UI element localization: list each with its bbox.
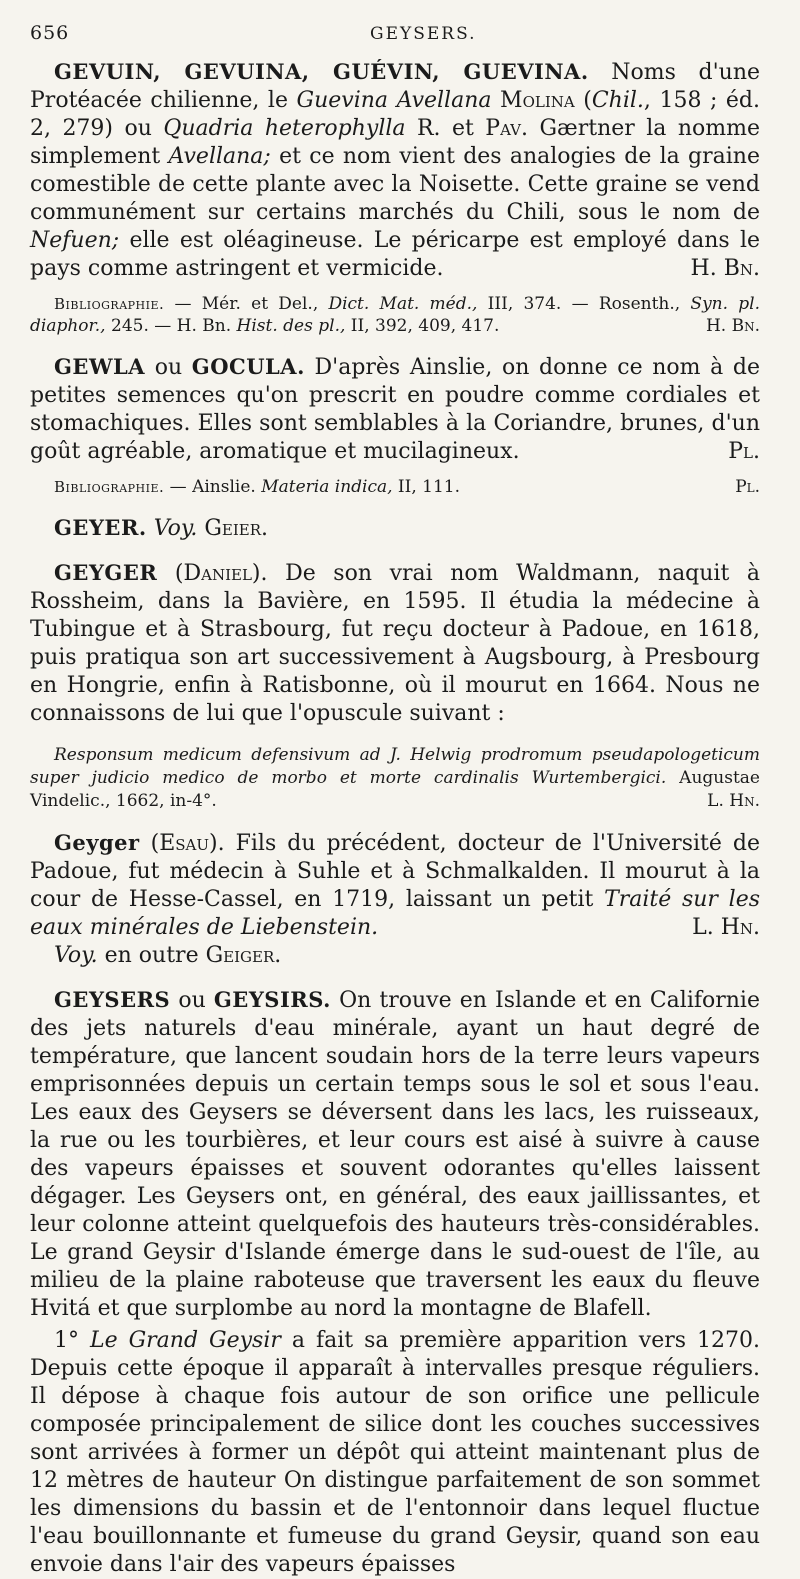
list-number: 1°	[54, 1328, 79, 1353]
see-reference-label: Voy.	[153, 516, 198, 541]
entry-text: Gærtner la nomme simplement	[30, 116, 760, 169]
bibliography-text: II, 392, 409, 417.	[345, 316, 500, 336]
section-title: Le Grand Geysir	[79, 1328, 281, 1353]
cross-reference: Geier.	[204, 516, 269, 541]
headword: GEYSERS	[54, 987, 171, 1012]
bibliography-label: Bibliographie.	[54, 478, 165, 496]
headword: GEYER.	[54, 515, 147, 540]
work-title: Materia indica,	[261, 477, 393, 497]
author-name: Pav.	[485, 116, 529, 141]
entry-text: On trouve en Islande et en Californie des jets naturels d'eau minérale, ayant un haut degré de température, que lancent soudain hors de la terre leurs vapeurs emprisonnées depuis un certain temps sous le sol et sous l'eau. Les eaux des Geysers se déversent dans les lacs, les ruisseaux, la rue ou les tourbières, et leur cours est aisé à suivre à cause des vapeurs épaisses et souvent odorantes qu'elles laissent dégager. Les Geysers ont, en général, des eaux jaillissantes, et leur colonne atteint quelquefois des hauteurs très-considérables. Le grand Geysir d'Islande émerge dans le sud-ouest de l'île, au milieu de la plaine raboteuse que traversent les eaux du fleuve Hvitá et que surplombe au nord la montagne de Blafell.	[30, 988, 760, 1321]
headword: GEWLA	[54, 354, 146, 379]
author-signature: L. Hn.	[707, 791, 760, 811]
entry-text: ou	[170, 988, 214, 1013]
page-number: 656	[30, 22, 70, 44]
author-signature: Pl.	[735, 477, 760, 497]
entry-gevuin	[30, 58, 760, 283]
author-signature: H. Bn.	[690, 256, 760, 281]
author-signature: Pl.	[728, 439, 760, 464]
bibliography-gevuin	[30, 293, 760, 337]
taxon-name: Guevina Avellana	[296, 88, 492, 113]
author-signature: H. Bn.	[705, 316, 760, 336]
entry-geyger-daniel	[30, 559, 760, 728]
vernacular-name: Nefuen;	[30, 228, 120, 253]
headword: Geyger	[54, 830, 140, 855]
cross-reference: Geiger.	[205, 943, 282, 968]
running-title: GEYSERS.	[370, 24, 477, 44]
page-header	[30, 22, 760, 44]
entry-text: (	[574, 88, 592, 113]
see-also-line	[30, 942, 760, 970]
person-name: (Esau).	[139, 831, 225, 856]
paragraph-grand-geysir	[30, 1327, 760, 1579]
citation-details: Augustae Vindelic., 1662, in-4°.	[30, 768, 760, 811]
entry-text: R. et	[405, 116, 486, 141]
bibliography-text: II, 111.	[392, 477, 461, 497]
entry-text: Fils du précédent, docteur de l'Université de Padoue, fut médecin à Suhle et à Schmalkalden. Il mourut à la cour de Hesse-Cassel, en 1719, laissant un petit	[30, 831, 760, 912]
bibliography-gewla	[30, 476, 760, 498]
entry-text	[492, 88, 501, 113]
bibliography-label: Bibliographie.	[54, 295, 165, 313]
work-title: Hist. des pl.,	[236, 316, 346, 336]
entry-text: De son vrai nom Waldmann, naquit à Rossheim, dans la Bavière, en 1595. Il étudia la médecine à Tubingue et à Strasbourg, fut reçu docteur à Padoue, en 1618, puis pratiqua son art successivement à Augsbourg, à Presbourg en Hongrie, enfin à Ratisbonne, où il mourut en 1664. Nous ne connaissons de lui que l'opuscule suivant :	[30, 561, 760, 726]
work-title: Chil.	[591, 88, 644, 113]
author-name: Molina	[500, 88, 575, 113]
headword: GOCULA.	[191, 354, 305, 379]
entry-gewla	[30, 353, 760, 466]
see-reference-label: Voy.	[54, 943, 98, 968]
taxon-name: Quadria heterophylla	[163, 116, 406, 141]
entry-text: elle est oléagineuse. Le péricarpe est employé dans le pays comme astringent et vermicide.	[30, 228, 760, 281]
entry-text: Noms d'une Protéacée chilienne, le	[30, 60, 761, 113]
bibliography-text: — Mér. et Del.,	[164, 294, 329, 314]
entry-geyger-esau	[30, 829, 760, 942]
headword: GEVUIN, GEVUINA, GUÉVIN, GUEVINA.	[54, 59, 589, 84]
bibliography-text: III, 374. — Rosenth.,	[477, 294, 691, 314]
work-title: Dict. Mat. méd.,	[328, 294, 478, 314]
entry-text: ou	[145, 355, 192, 380]
bibliography-text: — Ainslie.	[164, 477, 262, 497]
work-title: Syn. pl. diaphor.,	[30, 294, 760, 336]
headword: GEYGER	[54, 560, 158, 585]
entry-text: a fait sa première apparition vers 1270. Depuis cette époque il apparaît à intervalles presque réguliers. Il dépose à chaque fois autour de son orifice une pellicule composée principalement de silice dont les couches successives sont arrivées à former un dépôt qui atteint maintenant plus de 12 mètres de hauteur On distingue parfaitement de son sommet les dimensions du bassin et de l'entonnoir dans lequel fluctue l'eau bouillonnante et fumeuse du grand Geysir, quand son eau envoie dans l'air des vapeurs épaisses	[30, 1328, 760, 1577]
entry-text: , 158 ; éd. 2, 279) ou	[30, 88, 761, 141]
taxon-name: Avellana;	[168, 144, 271, 169]
entry-text: et ce nom vient des analogies de la graine comestible de cette plante avec la Noisette. Cette graine se vend communément sur certains marchés du Chili, sous le nom de	[30, 144, 760, 225]
bibliography-text: 245. — H. Bn.	[105, 316, 237, 336]
author-signature: L. Hn.	[692, 915, 760, 940]
entry-text: D'après Ainslie, on donne ce nom à de petites semences qu'on prescrit en poudre comme cordiales et stomachiques. Elles sont semblables à la Coriandre, brunes, d'un goût agréable, aromatique et mucilagineux.	[30, 355, 761, 464]
headword: GEYSIRS.	[213, 987, 331, 1012]
entry-geyer	[30, 514, 760, 543]
entry-text: en outre	[97, 943, 206, 968]
work-title: Responsum medicum defensivum ad J. Helwig prodromum pseudapologeticum super judicio medico de morbo et morte cardinalis Wurtembergici.	[30, 745, 760, 788]
citation-geyger	[30, 744, 760, 813]
entry-geysers	[30, 986, 760, 1323]
work-title: Traité sur les eaux minérales de Liebenstein.	[30, 887, 761, 940]
person-name: (Daniel).	[157, 561, 268, 586]
